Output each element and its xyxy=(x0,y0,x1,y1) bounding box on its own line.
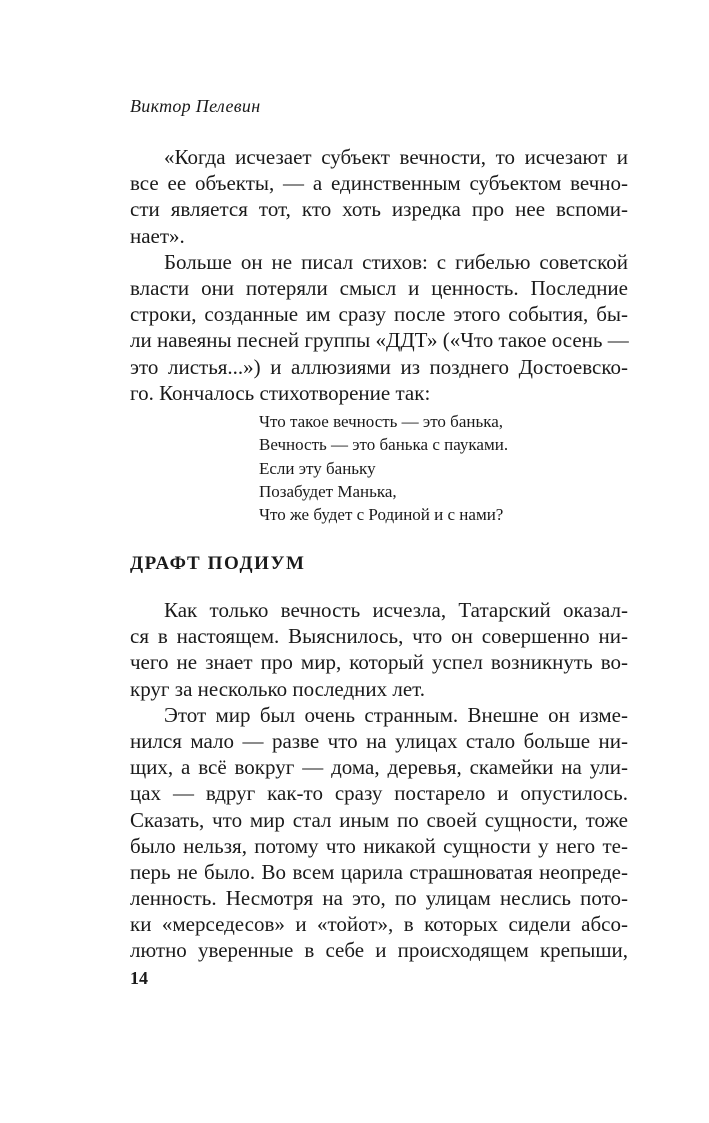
text-line: Как только вечность исчезла, Татарский оказал- xyxy=(164,598,628,622)
text-line: нился мало — разве что на улицах стало больше ни- xyxy=(130,728,628,753)
text-line: щих, а всё вокруг — дома, деревья, скамейки на ули- xyxy=(130,755,628,780)
text-line: все ее объекты, — а единственным субъектом вечно- xyxy=(130,171,628,196)
text-line: ся в настоящем. Выяснилось, что он совершенно ни- xyxy=(130,624,628,649)
paragraph xyxy=(130,702,628,964)
text-line: это листья...») и аллюзиями из позднего Достоевско- xyxy=(130,354,628,379)
text-line: «Когда исчезает субъект вечности, то исчезают и xyxy=(164,145,628,169)
text-line: чего не знает про мир, который успел возникнуть во- xyxy=(130,650,628,675)
paragraph xyxy=(130,249,628,406)
text-line: лютно уверенные в себе и происходящем крепыши, xyxy=(130,938,628,963)
text-line: нает». xyxy=(130,223,185,248)
text-line: Больше он не писал стихов: с гибелью советской xyxy=(164,249,628,274)
text-line: перь не было. Во всем царила страшноватая неопреде- xyxy=(130,859,628,884)
text-line: цах — вдруг как-то сразу постарело и опустилось. xyxy=(130,781,628,806)
poem-line: Позабудет Манька, xyxy=(259,481,397,501)
text-line: ли навеяны песней группы «ДДТ» («Что такое осень — xyxy=(130,328,629,353)
text-line: круг за несколько последних лет. xyxy=(130,676,426,701)
text-line: власти они потеряли смысл и ценность. Последние xyxy=(130,275,628,300)
running-header-author: Виктор Пелевин xyxy=(130,96,261,116)
poem-line: Если эту баньку xyxy=(259,458,376,478)
section-heading: ДРАФТ ПОДИУМ xyxy=(130,553,306,574)
text-line: ленность. Несмотря на это, по улицам неслись пото- xyxy=(130,886,628,911)
text-line: го. Кончалось стихотворение так: xyxy=(130,380,431,405)
text-line: строки, созданные им сразу после этого события, бы- xyxy=(130,302,628,327)
text-block-bottom xyxy=(130,597,628,964)
paragraph xyxy=(130,144,628,249)
text-line: Этот мир был очень странным. Внешне он изме- xyxy=(164,702,628,727)
text-line: Сказать, что мир стал иным по своей сущности, тоже xyxy=(130,807,628,832)
text-line: было нельзя, потому что никакой сущности у него те- xyxy=(130,833,628,858)
poem-line: Что же будет с Родиной и с нами? xyxy=(259,505,504,525)
poem-stanza xyxy=(259,410,508,526)
page-number: 14 xyxy=(130,968,148,988)
text-block-top xyxy=(130,144,628,406)
poem-line: Что такое вечность — это банька, xyxy=(259,412,504,431)
paragraph xyxy=(130,597,628,702)
text-line: ки «мерседесов» и «тойот», в которых сидели абсо- xyxy=(130,912,628,937)
poem-line: Вечность — это банька с пауками. xyxy=(259,435,509,455)
text-line: сти является тот, кто хоть изредка про нее вспоми- xyxy=(130,197,628,222)
